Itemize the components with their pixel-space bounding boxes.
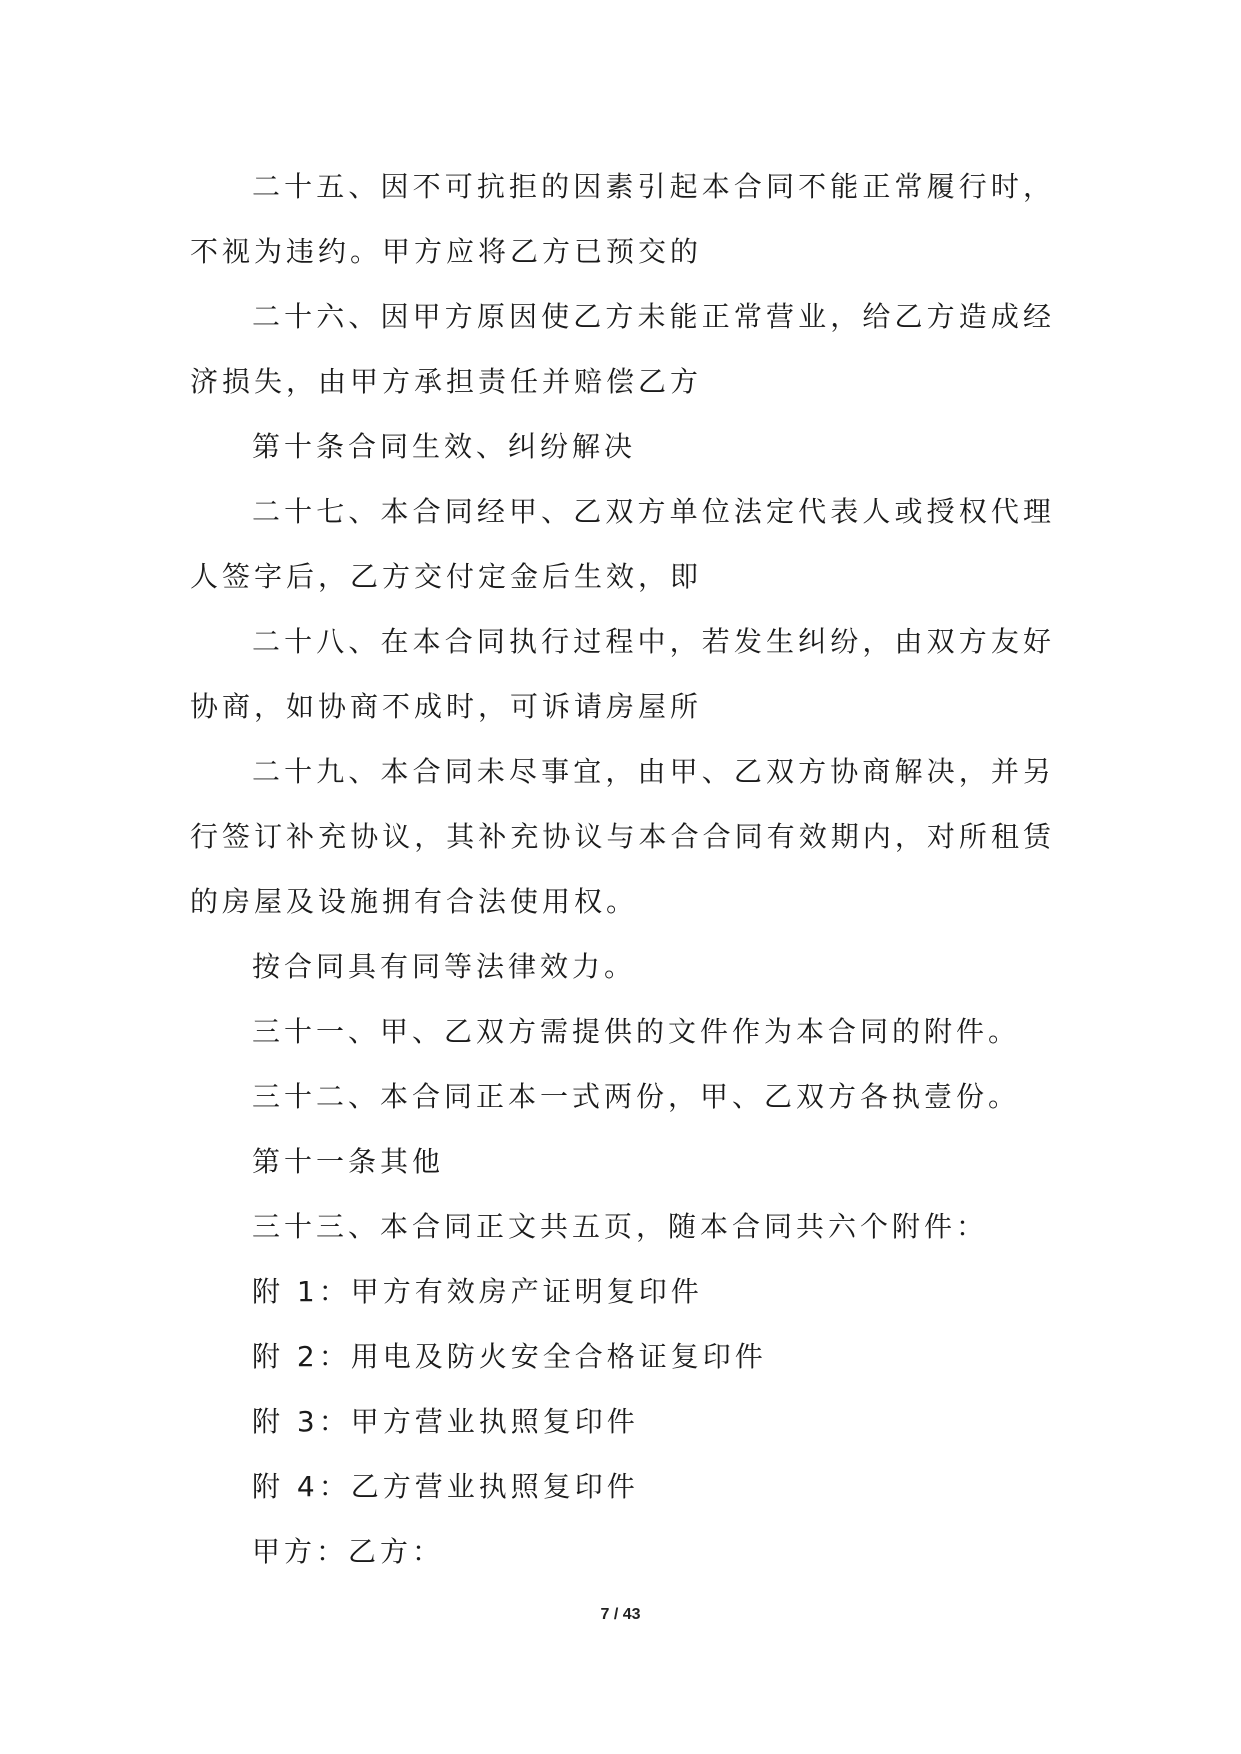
attachment-3: 附 3：甲方营业执照复印件 bbox=[252, 1405, 639, 1438]
attachment-2: 附 2：用电及防火安全合格证复印件 bbox=[252, 1340, 767, 1373]
clause-29: 二十九、本合同未尽事宜，由甲、乙双方协商解决，并另行签订补充协议，其补充协议与本合合同有效期内，对所租赁的房屋及设施拥有合法使用权。 bbox=[190, 755, 1055, 918]
document-body bbox=[190, 154, 1055, 1584]
signature-line: 甲方：乙方： bbox=[252, 1535, 445, 1568]
clause-27: 二十七、本合同经甲、乙双方单位法定代表人或授权代理人签字后，乙方交付定金后生效，即 bbox=[190, 495, 1055, 593]
attachment-1: 附 1：甲方有效房产证明复印件 bbox=[252, 1275, 703, 1308]
page-number: 7 / 43 bbox=[600, 1606, 641, 1623]
section-heading-11: 第十一条其他 bbox=[252, 1145, 445, 1178]
attachment-4: 附 4：乙方营业执照复印件 bbox=[252, 1470, 639, 1503]
clause-33: 三十三、本合同正文共五页，随本合同共六个附件： bbox=[252, 1210, 989, 1243]
clause-continuation: 按合同具有同等法律效力。 bbox=[252, 950, 637, 983]
clause-25: 二十五、因不可抗拒的因素引起本合同不能正常履行时，不视为违约。甲方应将乙方已预交的 bbox=[190, 170, 1055, 268]
clause-26: 二十六、因甲方原因使乙方未能正常营业，给乙方造成经济损失，由甲方承担责任并赔偿乙方 bbox=[190, 300, 1055, 398]
clause-28: 二十八、在本合同执行过程中，若发生纠纷，由双方友好协商，如协商不成时，可诉请房屋所 bbox=[190, 625, 1055, 723]
clause-32: 三十二、本合同正本一式两份，甲、乙双方各执壹份。 bbox=[252, 1080, 1021, 1113]
section-heading-10: 第十条合同生效、纠纷解决 bbox=[252, 430, 637, 463]
clause-31: 三十一、甲、乙双方需提供的文件作为本合同的附件。 bbox=[252, 1015, 1021, 1048]
